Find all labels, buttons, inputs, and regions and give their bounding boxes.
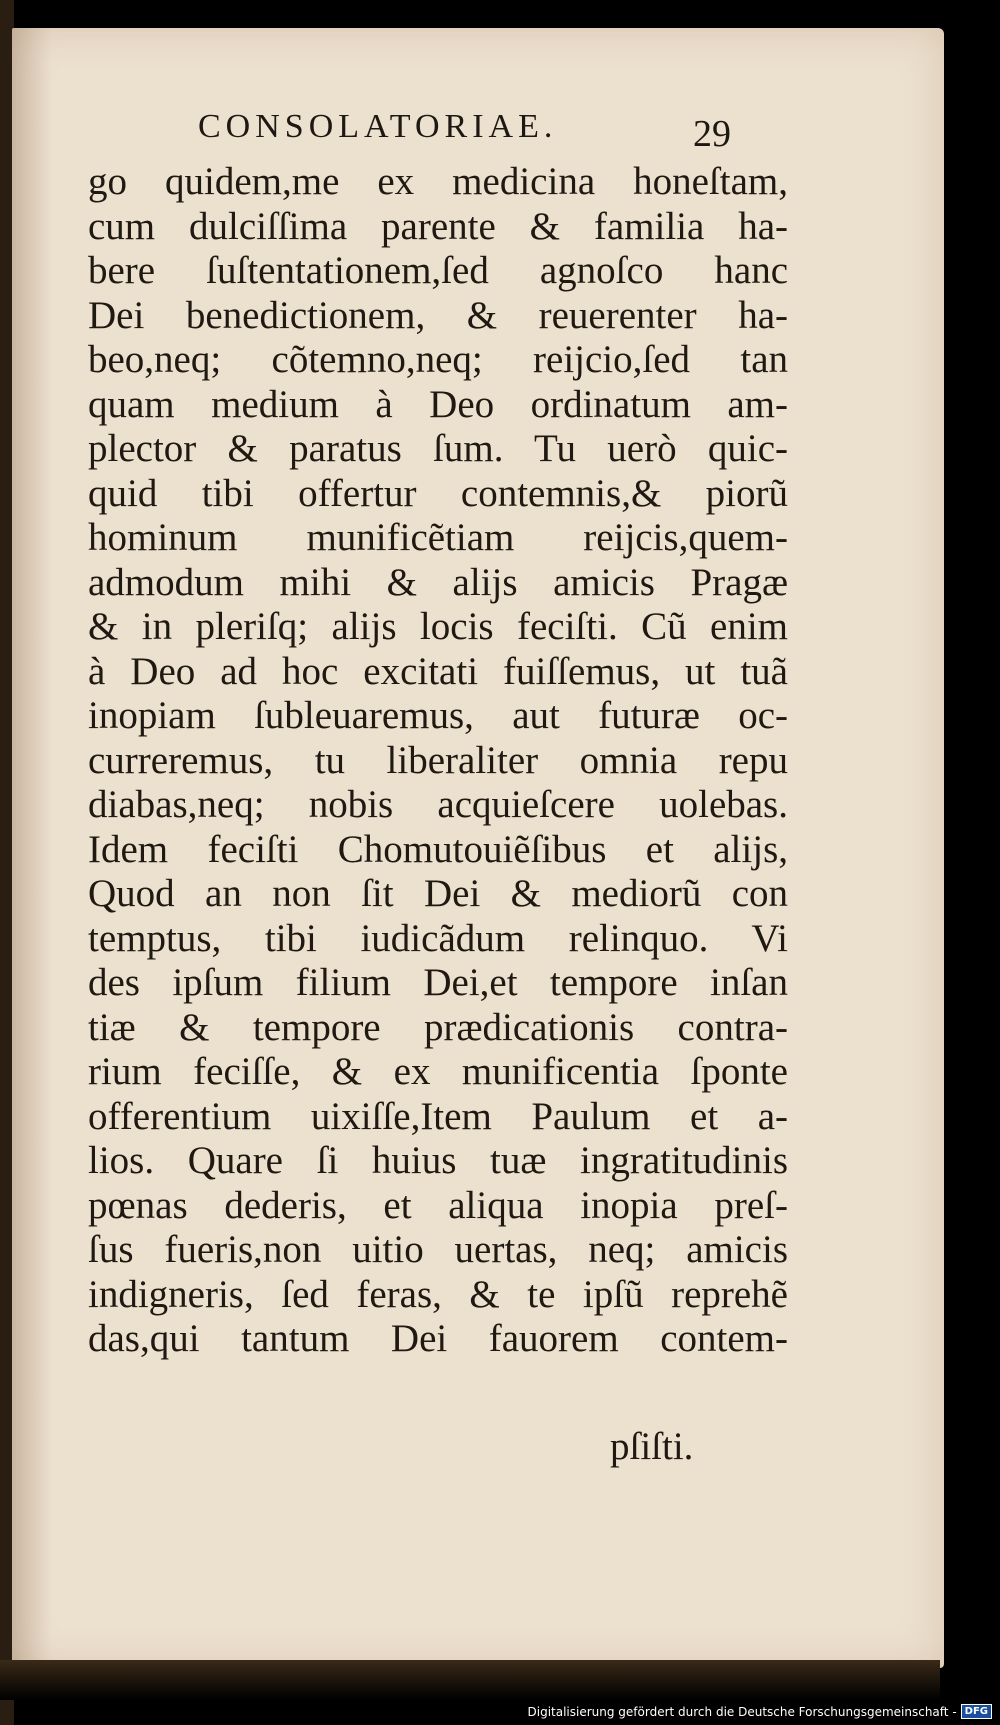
catchword: pſiſti. (610, 1425, 694, 1468)
text-line: des ipſum filium Dei,et tempore inſan (88, 961, 788, 1004)
text-line: Quod an non ſit Dei & mediorũ con (88, 872, 788, 915)
text-line: Dei benedictionem, & reuerenter ha- (88, 293, 788, 337)
text-line: temptus, tibi iudicãdum relinquo. Vi (88, 916, 788, 960)
text-line: das,qui tantum Dei fauorem contem- (88, 1317, 788, 1360)
text-line: curreremus, tu liberaliter omnia repu (88, 738, 788, 782)
body-text (88, 160, 788, 1362)
text-line: rium feciſſe, & ex munificentia ſponte (88, 1050, 788, 1093)
text-line: diabas,neq; nobis acquieſcere uolebas. (88, 783, 788, 826)
text-line: pœnas dederis, et aliqua inopia preſ- (88, 1183, 788, 1227)
text-line: hominum munificẽtiam reijcis,quem- (88, 516, 788, 559)
text-line: go quidem,me ex medicina honeſtam, (88, 160, 788, 203)
text-line: à Deo ad hoc excitati fuiſſemus, ut tuã (88, 649, 788, 693)
text-line: quid tibi offertur contemnis,& piorũ (88, 471, 788, 515)
text-line: ſus fueris,non uitio uertas, neq; amicis (88, 1228, 788, 1271)
text-line: cum dulciſſima parente & familia ha- (88, 204, 788, 248)
text-line: indigneris, ſed feras, & te ipſũ reprehẽ (88, 1272, 788, 1316)
text-line: inopiam ſubleuaremus, aut futuræ oc- (88, 694, 788, 737)
credit-text: Digitalisierung gefördert durch die Deutsche Forschungsgemeinschaft - (527, 1704, 957, 1719)
page-gutter-shade (12, 28, 52, 1668)
text-line: bere ſuſtentationem,ſed agnoſco hanc (88, 249, 788, 292)
text-line: beo,neq; cõtemno,neq; reijcio,ſed tan (88, 338, 788, 381)
dfg-logo: DFG (961, 1704, 992, 1719)
text-line: plector & paratus ſum. Tu uerò quic- (88, 427, 788, 470)
text-line: tiæ & tempore prædicationis contra- (88, 1005, 788, 1049)
text-line: quam medium à Deo ordinatum am- (88, 382, 788, 426)
running-head: CONSOLATORIAE. (198, 108, 558, 145)
page-bottom-edge (0, 1660, 940, 1700)
text-line: Idem feciſti Chomutouiẽſibus et alijs, (88, 827, 788, 871)
text-line: lios. Quare ſi huius tuæ ingratitudinis (88, 1139, 788, 1182)
text-line: offerentium uixiſſe,Item Paulum et a- (88, 1094, 788, 1138)
text-line: admodum mihi & alijs amicis Pragæ (88, 560, 788, 604)
digitization-credit (528, 1704, 993, 1719)
text-line: & in pleriſq; alijs locis feciſti. Cũ enim (88, 605, 788, 648)
page-number: 29 (693, 113, 731, 155)
